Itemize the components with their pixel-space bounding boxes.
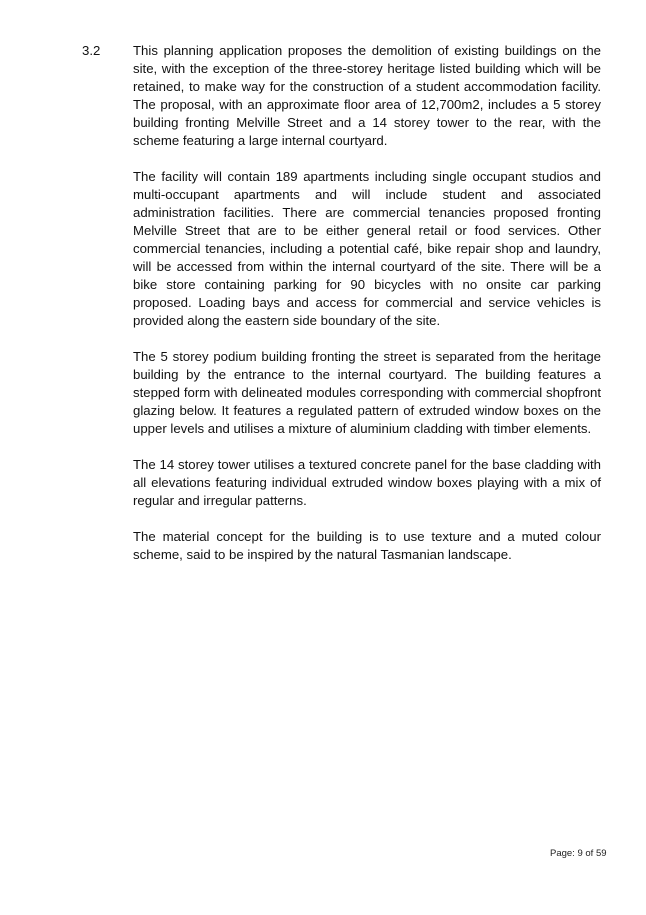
paragraph-proposal-overview: This planning application proposes the demolition of existing buildings on the site, with the exception of the three-storey heritage listed building which will be retained, to make way for the construction of a student accommodation facility. The proposal, with an approximate floor area of 12,700m2, includes a 5 storey building fronting Melville Street and a 14 storey tower to the rear, with the scheme featuring a large internal courtyard. <box>133 43 601 148</box>
section-body <box>133 42 601 582</box>
paragraph-facility-details: The facility will contain 189 apartments including single occupant studios and multi-occupant apartments and will include student and associated administration facilities. There are commercial tenancies proposed fronting Melville Street that are to be either general retail or food services. Other commercial tenancies, including a potential café, bike repair shop and laundry, will be accessed from within the internal courtyard of the site. There will be a bike store containing parking for 90 bicycles with no onsite car parking proposed. Loading bays and access for commercial and service vehicles is provided along the eastern side boundary of the site. <box>133 169 601 328</box>
section-number: 3.2 <box>82 43 101 58</box>
paragraph-podium-building: The 5 storey podium building fronting the street is separated from the heritage building by the entrance to the internal courtyard. The building features a stepped form with delineated modules corresponding with commercial shopfront glazing below. It features a regulated pattern of extruded window boxes on the upper levels and utilises a mixture of aluminium cladding with timber elements. <box>133 349 601 436</box>
page-number-footer: Page: 9 of 59 <box>550 848 607 859</box>
paragraph-material-concept: The material concept for the building is to use texture and a muted colour scheme, said to be inspired by the natural Tasmanian landscape. <box>133 529 601 562</box>
paragraph-tower: The 14 storey tower utilises a textured concrete panel for the base cladding with all elevations featuring individual extruded window boxes playing with a mix of regular and irregular patterns. <box>133 457 601 508</box>
